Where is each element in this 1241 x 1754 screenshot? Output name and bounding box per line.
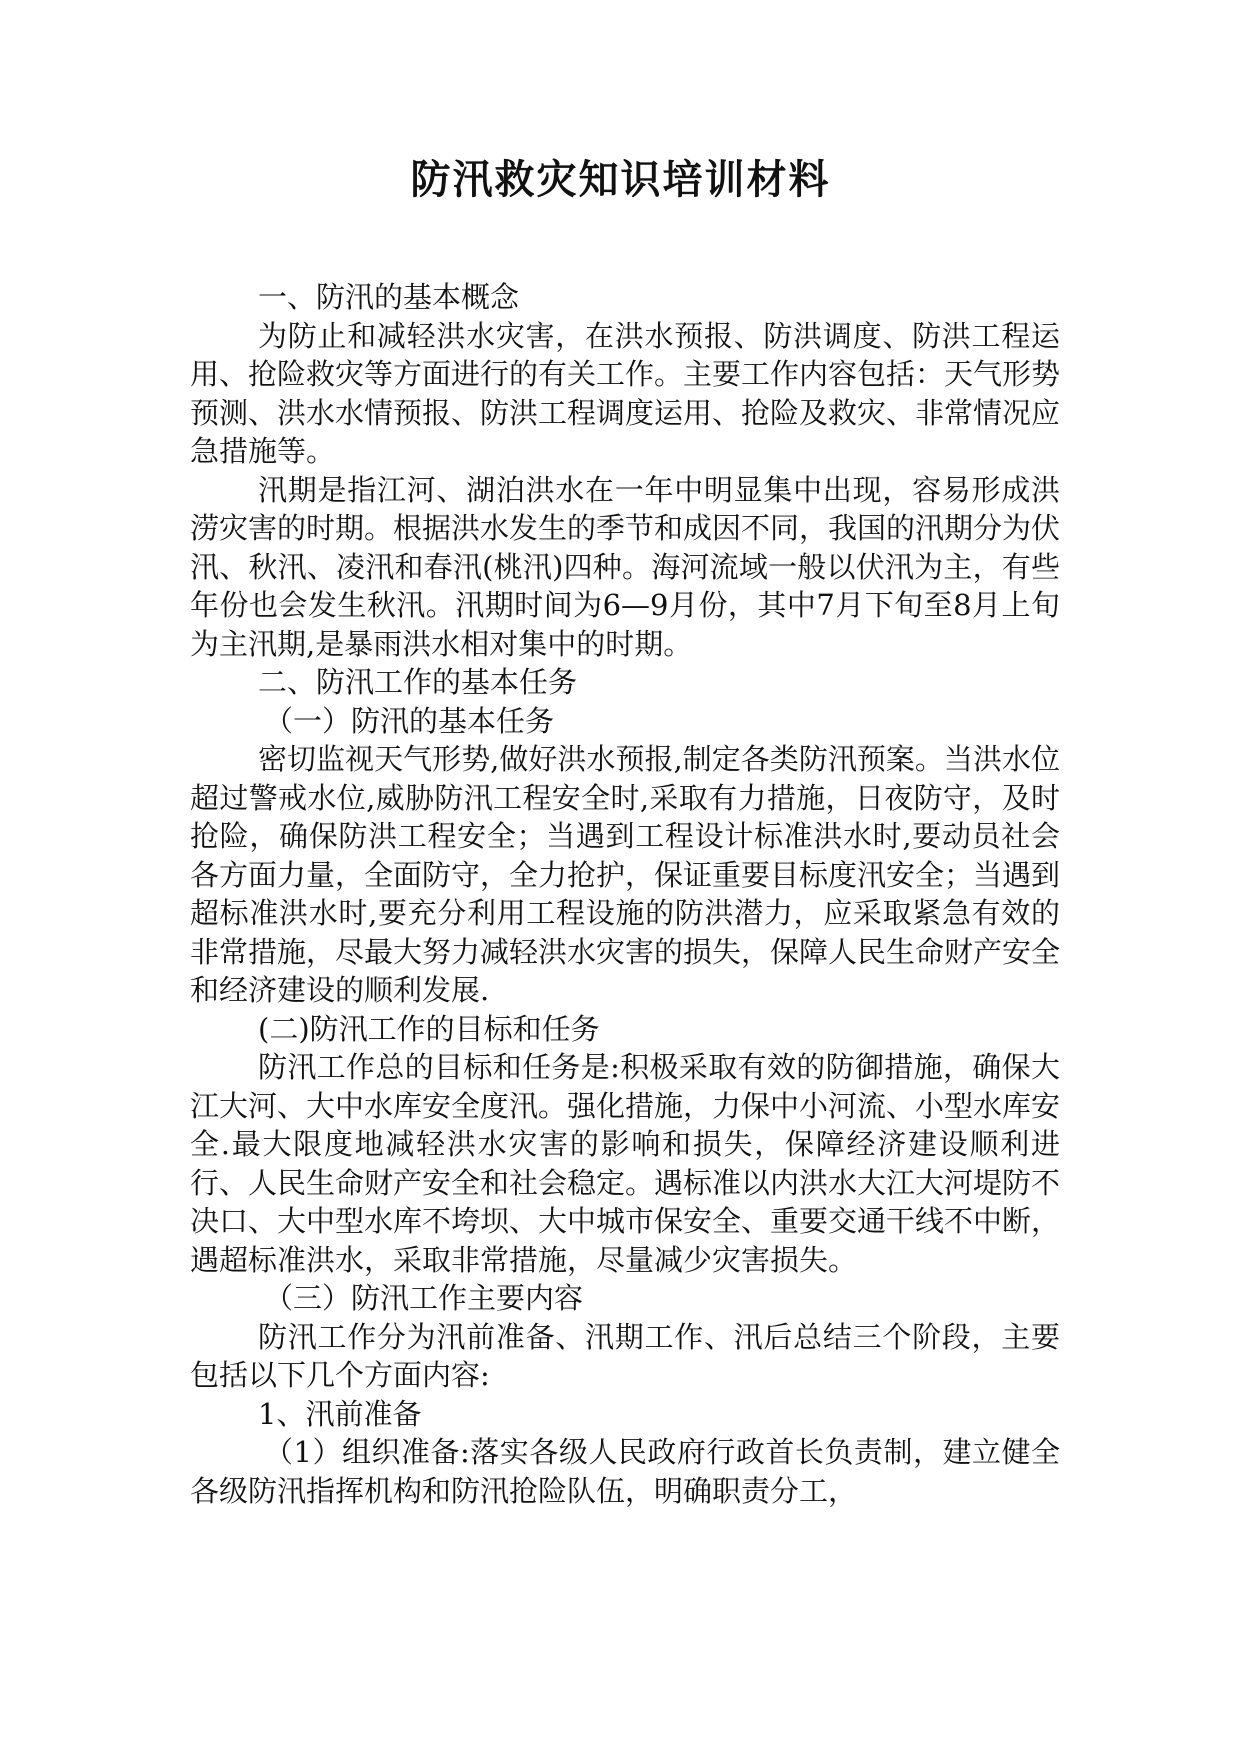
document-body <box>190 278 1060 1510</box>
paragraph-work-stages: 防汛工作分为汛前准备、汛期工作、汛后总结三个阶段，主要包括以下几个方面内容: <box>190 1319 1060 1392</box>
subsection-heading-3: （三）防汛工作主要内容 <box>264 1281 584 1315</box>
paragraph-basic-tasks: 密切监视天气形势,做好洪水预报,制定各类防汛预案。当洪水位超过警戒水位,威胁防汛工程安全时,采取有力措施，日夜防守，及时抢险，确保防洪工程安全；当遇到工程设计标准洪水时,要动员社会各方面力量，全面防守，全力抢护，保证重要目标度汛安全；当遇到超标准洪水时,要充分利用工程设施的防洪潜力，应采取紧急有效的非常措施，尽最大努力减轻洪水灾害的损失，保障人民生命财产安全和经济建设的顺利发展. <box>190 742 1061 1007</box>
section-heading-1: 一、防汛的基本概念 <box>258 280 520 314</box>
paragraph-organizational-prep: （1）组织准备:落实各级人民政府行政首长负责制，建立健全各级防汛指挥机构和防汛抢险队伍，明确职责分工， <box>190 1435 1060 1508</box>
paragraph-flood-season: 汛期是指江河、湖泊洪水在一年中明显集中出现，容易形成洪涝灾害的时期。根据洪水发生的季节和成因不同，我国的汛期分为伏汛、秋汛、凌汛和春汛(桃汛)四种。海河流域一般以伏汛为主，有些年份也会发生秋汛。汛期时间为6—9月份，其中7月下旬至8月上旬为主汛期,是暴雨洪水相对集中的时期。 <box>190 472 1061 661</box>
subsection-heading-1: （一）防汛的基本任务 <box>264 703 555 738</box>
paragraph-goals-and-tasks: 防汛工作总的目标和任务是:积极采取有效的防御措施，确保大江大河、大中水库安全度汛。强化措施，力保中小河流、小型水库安全.最大限度地减轻洪水灾害的影响和损失，保障经济建设顺利进行、人民生命财产安全和社会稳定。遇标准以内洪水大江大河堤防不决口、大中型水库不垮坝、大中城市保安全、重要交通干线不中断，遇超标准洪水，采取非常措施，尽量减少灾害损失。 <box>190 1050 1061 1277</box>
paragraph-flood-control-definition: 为防止和减轻洪水灾害，在洪水预报、防洪调度、防洪工程运用、抢险救灾等方面进行的有关工作。主要工作内容包括：天气形势预测、洪水水情预报、防洪工程调度运用、抢险及救灾、非常情况应急措施等。 <box>190 318 1061 468</box>
subsection-heading-2: (二)防汛工作的目标和任务 <box>258 1011 600 1046</box>
item-heading-pre-flood-prep: 1、汛前准备 <box>258 1396 422 1431</box>
section-heading-2: 二、防汛工作的基本任务 <box>258 665 578 699</box>
document-title: 防汛救灾知识培训材料 <box>410 157 831 203</box>
